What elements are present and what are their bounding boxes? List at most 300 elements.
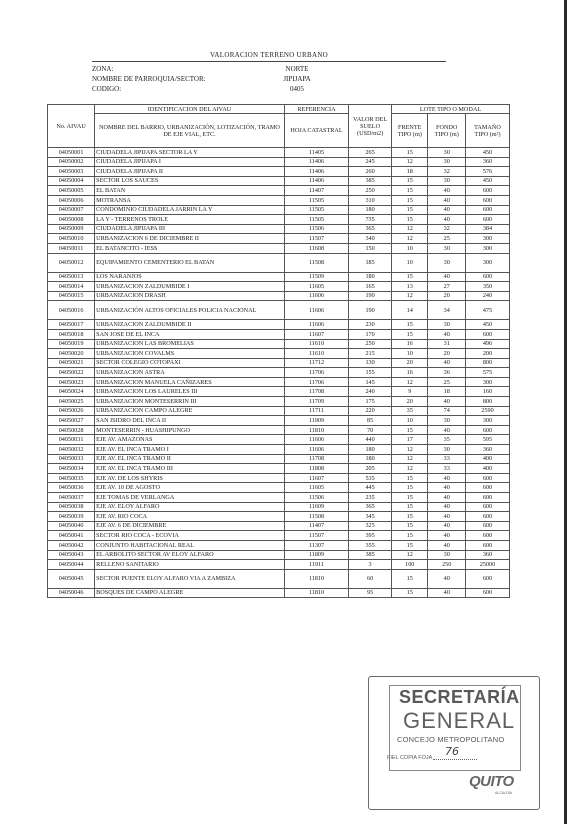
row-valor: 70 xyxy=(349,425,392,435)
table-row xyxy=(48,416,510,426)
codigo-row xyxy=(92,84,446,94)
row-hoja: 11711 xyxy=(284,406,348,416)
parroquia-value: JIPIJAPA xyxy=(283,75,311,83)
row-valor: 345 xyxy=(349,512,392,522)
row-tamano: 600 xyxy=(465,483,509,493)
row-hoja: 11505 xyxy=(284,205,348,215)
row-valor: 215 xyxy=(349,349,392,359)
row-valor: 365 xyxy=(349,502,392,512)
row-fondo: 30 xyxy=(428,253,466,272)
row-name: LOS NARANJOS xyxy=(95,272,285,282)
header-referencia: REFERENCIA xyxy=(284,105,348,114)
header-no-aivau: No. AIVAU xyxy=(48,105,95,148)
row-hoja: 11606 xyxy=(284,445,348,455)
row-name: EJE AV. EL INCA TRAMO III xyxy=(95,464,285,474)
row-frente: 12 xyxy=(392,224,428,234)
stamp-dotted-line xyxy=(433,759,477,760)
row-hoja: 11706 xyxy=(284,368,348,378)
row-fondo: 33 xyxy=(428,464,466,474)
row-fondo: 30 xyxy=(428,320,466,330)
row-valor: 265 xyxy=(349,148,392,158)
row-frente: 12 xyxy=(392,464,428,474)
row-valor: 440 xyxy=(349,435,392,445)
row-hoja: 11508 xyxy=(284,512,348,522)
row-name: URBANIZACION CAMPO ALEGRE xyxy=(95,406,285,416)
row-name: SECTOR LOS SAUCES xyxy=(95,176,285,186)
row-code: 04050013 xyxy=(48,272,95,282)
row-valor: 365 xyxy=(349,224,392,234)
row-valor: 340 xyxy=(349,234,392,244)
row-frente: 10 xyxy=(392,349,428,359)
row-hoja: 11606 xyxy=(284,320,348,330)
row-frente: 15 xyxy=(392,473,428,483)
row-hoja: 11911 xyxy=(284,560,348,570)
row-frente: 15 xyxy=(392,425,428,435)
row-code: 04050028 xyxy=(48,425,95,435)
table-row xyxy=(48,243,510,253)
row-fondo: 40 xyxy=(428,483,466,493)
row-code: 04050041 xyxy=(48,531,95,541)
row-frente: 12 xyxy=(392,445,428,455)
row-fondo: 20 xyxy=(428,291,466,301)
row-valor: 185 xyxy=(349,253,392,272)
row-valor: 205 xyxy=(349,464,392,474)
row-name: URBANIZACION 6 DE DICIEMBRE II xyxy=(95,234,285,244)
row-code: 04050004 xyxy=(48,176,95,186)
row-name: SAN JOSE DE EL INCA xyxy=(95,329,285,339)
row-frente: 15 xyxy=(392,588,428,598)
row-fondo: 35 xyxy=(428,435,466,445)
row-valor: 245 xyxy=(349,157,392,167)
row-fondo: 74 xyxy=(428,406,466,416)
parroquia-label: NOMBRE DE PARROQUIA/SECTOR: xyxy=(92,75,206,83)
table-row xyxy=(48,157,510,167)
row-hoja: 11505 xyxy=(284,215,348,225)
row-fondo: 40 xyxy=(428,588,466,598)
row-code: 04050037 xyxy=(48,493,95,503)
row-valor: 260 xyxy=(349,167,392,177)
row-code: 04050009 xyxy=(48,224,95,234)
row-code: 04050042 xyxy=(48,540,95,550)
row-frente: 20 xyxy=(392,358,428,368)
row-hoja: 11505 xyxy=(284,195,348,205)
row-hoja: 11606 xyxy=(284,301,348,320)
row-fondo: 40 xyxy=(428,531,466,541)
row-name: SECTOR COLEGIO COTOPAXI xyxy=(95,358,285,368)
row-name: EJE TOMAS DE VERLANGA xyxy=(95,493,285,503)
table-row xyxy=(48,521,510,531)
table-row xyxy=(48,464,510,474)
table-row xyxy=(48,387,510,397)
row-code: 04050021 xyxy=(48,358,95,368)
row-frente: 15 xyxy=(392,272,428,282)
row-code: 04050020 xyxy=(48,349,95,359)
row-name: URBANIZACION LAS BROMELIAS xyxy=(95,339,285,349)
row-frente: 15 xyxy=(392,512,428,522)
row-tamano: 800 xyxy=(465,358,509,368)
header-identificacion: IDENTIFICACION DEL AIVAU xyxy=(95,105,285,114)
row-valor: 130 xyxy=(349,358,392,368)
row-fondo: 25 xyxy=(428,377,466,387)
row-name: SECTOR PUENTE ELOY ALFARO VIA A ZAMBIZA xyxy=(95,569,285,588)
row-tamano: 600 xyxy=(465,502,509,512)
row-name: EJE AV. EL INCA TRAMO II xyxy=(95,454,285,464)
row-code: 04050026 xyxy=(48,406,95,416)
row-code: 04050022 xyxy=(48,368,95,378)
table-row xyxy=(48,148,510,158)
table-row xyxy=(48,483,510,493)
row-hoja: 11712 xyxy=(284,358,348,368)
table-row xyxy=(48,167,510,177)
row-tamano: 600 xyxy=(465,512,509,522)
row-frente: 10 xyxy=(392,253,428,272)
row-code: 04050035 xyxy=(48,473,95,483)
table-row xyxy=(48,512,510,522)
row-tamano: 496 xyxy=(465,339,509,349)
row-code: 04050010 xyxy=(48,234,95,244)
table-row xyxy=(48,397,510,407)
row-tamano: 600 xyxy=(465,272,509,282)
row-name: EJE AV. DE LOS SHYRIS xyxy=(95,473,285,483)
row-fondo: 40 xyxy=(428,195,466,205)
row-valor: 355 xyxy=(349,540,392,550)
parroquia-row xyxy=(92,74,446,84)
row-hoja: 11605 xyxy=(284,282,348,292)
row-frente: 15 xyxy=(392,483,428,493)
row-hoja: 11808 xyxy=(284,464,348,474)
row-tamano: 575 xyxy=(465,368,509,378)
row-name: CIUDADELA JIPIJAPA II xyxy=(95,167,285,177)
row-tamano: 360 xyxy=(465,157,509,167)
row-fondo: 31 xyxy=(428,339,466,349)
row-tamano: 600 xyxy=(465,531,509,541)
row-name: EJE AV. 10 DE AGOSTO xyxy=(95,483,285,493)
row-frente: 20 xyxy=(392,397,428,407)
row-valor: 175 xyxy=(349,397,392,407)
row-hoja: 11810 xyxy=(284,588,348,598)
row-frente: 12 xyxy=(392,454,428,464)
row-name: CONJUNTO HABITACIONAL REAL xyxy=(95,540,285,550)
row-frente: 15 xyxy=(392,329,428,339)
row-frente: 15 xyxy=(392,569,428,588)
row-name: EL BATAN xyxy=(95,186,285,196)
row-hoja: 11406 xyxy=(284,157,348,167)
row-tamano: 595 xyxy=(465,435,509,445)
row-tamano: 400 xyxy=(465,464,509,474)
row-frente: 15 xyxy=(392,521,428,531)
row-code: 04050016 xyxy=(48,301,95,320)
row-name: EJE AV. 6 DE DICIEMBRE xyxy=(95,521,285,531)
row-name: URBANIZACION COVALMS xyxy=(95,349,285,359)
table-row xyxy=(48,195,510,205)
row-code: 04050046 xyxy=(48,588,95,598)
stamp-fiel-copia: FIEL COPIA FOJA xyxy=(387,755,433,761)
official-stamp xyxy=(368,676,540,810)
row-tamano: 360 xyxy=(465,445,509,455)
row-hoja: 11605 xyxy=(284,483,348,493)
row-hoja: 11506 xyxy=(284,493,348,503)
row-fondo: 40 xyxy=(428,473,466,483)
row-code: 04050031 xyxy=(48,435,95,445)
table-row xyxy=(48,205,510,215)
row-hoja: 11507 xyxy=(284,531,348,541)
row-valor: 395 xyxy=(349,531,392,541)
row-hoja: 11810 xyxy=(284,569,348,588)
table-row xyxy=(48,560,510,570)
table-row xyxy=(48,215,510,225)
row-code: 04050027 xyxy=(48,416,95,426)
row-frente: 15 xyxy=(392,531,428,541)
table-row xyxy=(48,282,510,292)
header-hoja-catastral: HOJA CATASTRAL xyxy=(284,114,348,148)
row-tamano: 300 xyxy=(465,416,509,426)
row-valor: 310 xyxy=(349,195,392,205)
row-valor: 445 xyxy=(349,483,392,493)
row-frente: 15 xyxy=(392,195,428,205)
row-name: CIUDADELA JIPIJAPA SECTOR LA Y xyxy=(95,148,285,158)
row-valor: 385 xyxy=(349,176,392,186)
row-fondo: 40 xyxy=(428,502,466,512)
table-row xyxy=(48,550,510,560)
row-code: 04050015 xyxy=(48,291,95,301)
row-tamano: 350 xyxy=(465,282,509,292)
row-hoja: 11406 xyxy=(284,176,348,186)
header-divider xyxy=(92,61,446,62)
row-tamano: 475 xyxy=(465,301,509,320)
row-hoja: 11407 xyxy=(284,521,348,531)
row-hoja: 11508 xyxy=(284,253,348,272)
header-nombre-barrio: NOMBRE DEL BARRIO, URBANIZACIÓN, LOTIZACIÓN, TRAMO DE EJE VIAL, ETC. xyxy=(95,114,285,148)
table-row xyxy=(48,531,510,541)
row-frente: 16 xyxy=(392,339,428,349)
row-code: 04050001 xyxy=(48,148,95,158)
row-fondo: 40 xyxy=(428,512,466,522)
table-row xyxy=(48,176,510,186)
row-frente: 15 xyxy=(392,205,428,215)
table-row xyxy=(48,502,510,512)
row-tamano: 576 xyxy=(465,167,509,177)
row-fondo: 30 xyxy=(428,445,466,455)
row-name: EQUIPAMIENTO CEMENTERIO EL BATAN xyxy=(95,253,285,272)
row-name: EJE AV. ELOY ALFARO xyxy=(95,502,285,512)
row-tamano: 600 xyxy=(465,569,509,588)
row-frente: 15 xyxy=(392,540,428,550)
row-code: 04050039 xyxy=(48,512,95,522)
stamp-foja-number: 76 xyxy=(445,745,459,758)
row-frente: 35 xyxy=(392,406,428,416)
row-valor: 180 xyxy=(349,445,392,455)
row-frente: 12 xyxy=(392,291,428,301)
row-fondo: 40 xyxy=(428,425,466,435)
row-frente: 16 xyxy=(392,368,428,378)
codigo-label: CODIGO: xyxy=(92,85,122,93)
row-fondo: 30 xyxy=(428,176,466,186)
row-name: MOTRANSA xyxy=(95,195,285,205)
row-valor: 250 xyxy=(349,339,392,349)
row-valor: 95 xyxy=(349,588,392,598)
row-valor: 150 xyxy=(349,243,392,253)
row-code: 04050044 xyxy=(48,560,95,570)
table-row xyxy=(48,435,510,445)
row-name: LA Y - TERRENOS TROLE xyxy=(95,215,285,225)
table-row xyxy=(48,291,510,301)
row-name: EJE AV. EL INCA TRAMO I xyxy=(95,445,285,455)
table-row xyxy=(48,445,510,455)
table-row xyxy=(48,406,510,416)
row-code: 04050024 xyxy=(48,387,95,397)
row-tamano: 300 xyxy=(465,234,509,244)
row-frente: 14 xyxy=(392,301,428,320)
row-hoja: 11307 xyxy=(284,540,348,550)
row-name: CONDOMINIO CIUDADELA JARRIN LA Y xyxy=(95,205,285,215)
row-name: URBANIZACION DRASH xyxy=(95,291,285,301)
row-tamano: 600 xyxy=(465,521,509,531)
row-frente: 12 xyxy=(392,157,428,167)
table-row xyxy=(48,454,510,464)
row-valor: 235 xyxy=(349,493,392,503)
row-fondo: 32 xyxy=(428,167,466,177)
header-valor-suelo: VALOR DEL SUELO (USD/m2) xyxy=(349,105,392,148)
row-hoja: 11810 xyxy=(284,425,348,435)
row-frente: 12 xyxy=(392,377,428,387)
table-row xyxy=(48,368,510,378)
row-fondo: 40 xyxy=(428,569,466,588)
row-tamano: 200 xyxy=(465,349,509,359)
table-row xyxy=(48,320,510,330)
table-row xyxy=(48,301,510,320)
header-fondo-tipo: FONDO TIPO (m) xyxy=(428,114,466,148)
row-code: 04050032 xyxy=(48,445,95,455)
row-tamano: 300 xyxy=(465,243,509,253)
row-code: 04050008 xyxy=(48,215,95,225)
stamp-alcaldia: ALCALDÍA xyxy=(495,791,512,795)
row-fondo: 33 xyxy=(428,454,466,464)
row-fondo: 40 xyxy=(428,215,466,225)
row-fondo: 40 xyxy=(428,358,466,368)
row-tamano: 800 xyxy=(465,397,509,407)
row-name: EL BATANCITO - IESS xyxy=(95,243,285,253)
row-tamano: 450 xyxy=(465,148,509,158)
table-row xyxy=(48,349,510,359)
row-code: 04050011 xyxy=(48,243,95,253)
row-code: 04050034 xyxy=(48,464,95,474)
row-hoja: 11405 xyxy=(284,148,348,158)
row-frente: 100 xyxy=(392,560,428,570)
row-tamano: 600 xyxy=(465,425,509,435)
row-frente: 9 xyxy=(392,387,428,397)
row-valor: 735 xyxy=(349,215,392,225)
row-tamano: 600 xyxy=(465,588,509,598)
row-fondo: 36 xyxy=(428,368,466,378)
stamp-quito-logo: QUITO xyxy=(469,773,514,790)
row-valor: 145 xyxy=(349,377,392,387)
row-frente: 15 xyxy=(392,502,428,512)
row-frente: 15 xyxy=(392,493,428,503)
row-name: SECTOR RIO COCA - ECOVIA xyxy=(95,531,285,541)
row-tamano: 360 xyxy=(465,550,509,560)
row-valor: 180 xyxy=(349,205,392,215)
row-tamano: 450 xyxy=(465,176,509,186)
row-hoja: 11607 xyxy=(284,473,348,483)
row-frente: 12 xyxy=(392,234,428,244)
row-hoja: 11606 xyxy=(284,291,348,301)
zona-value: NORTE xyxy=(285,65,309,73)
row-valor: 535 xyxy=(349,473,392,483)
row-valor: 190 xyxy=(349,301,392,320)
row-valor: 180 xyxy=(349,454,392,464)
row-valor: 325 xyxy=(349,521,392,531)
row-tamano: 160 xyxy=(465,387,509,397)
row-tamano: 240 xyxy=(465,291,509,301)
row-hoja: 11708 xyxy=(284,387,348,397)
row-hoja: 11610 xyxy=(284,349,348,359)
row-fondo: 40 xyxy=(428,397,466,407)
table-row xyxy=(48,569,510,588)
row-name: URBANIZACION LOS LAURELES III xyxy=(95,387,285,397)
stamp-general: GENERAL xyxy=(403,708,516,733)
row-fondo: 40 xyxy=(428,186,466,196)
row-tamano: 384 xyxy=(465,224,509,234)
row-code: 04050025 xyxy=(48,397,95,407)
row-frente: 10 xyxy=(392,243,428,253)
row-fondo: 34 xyxy=(428,301,466,320)
row-fondo: 32 xyxy=(428,224,466,234)
row-fondo: 30 xyxy=(428,157,466,167)
row-valor: 155 xyxy=(349,368,392,378)
table-row xyxy=(48,358,510,368)
row-fondo: 40 xyxy=(428,329,466,339)
row-name: EJE AV. RIO COCA xyxy=(95,512,285,522)
table-row xyxy=(48,425,510,435)
row-name: BOSQUES DE CAMPO ALEGRE xyxy=(95,588,285,598)
row-frente: 15 xyxy=(392,148,428,158)
row-valor: 250 xyxy=(349,186,392,196)
row-frente: 10 xyxy=(392,416,428,426)
zona-row xyxy=(92,64,446,74)
row-code: 04050036 xyxy=(48,483,95,493)
row-fondo: 40 xyxy=(428,521,466,531)
table-row xyxy=(48,224,510,234)
row-valor: 180 xyxy=(349,272,392,282)
row-frente: 15 xyxy=(392,176,428,186)
row-name: MONTESERRIN - HUASHIPUNGO xyxy=(95,425,285,435)
row-fondo: 30 xyxy=(428,550,466,560)
row-code: 04050003 xyxy=(48,167,95,177)
row-valor: 60 xyxy=(349,569,392,588)
row-fondo: 27 xyxy=(428,282,466,292)
row-fondo: 20 xyxy=(428,349,466,359)
row-frente: 13 xyxy=(392,282,428,292)
row-code: 04050033 xyxy=(48,454,95,464)
row-tamano: 300 xyxy=(465,377,509,387)
row-hoja: 11506 xyxy=(284,224,348,234)
row-name: EJE AV. AMAZONAS xyxy=(95,435,285,445)
table-row xyxy=(48,588,510,598)
row-hoja: 11708 xyxy=(284,454,348,464)
row-valor: 170 xyxy=(349,329,392,339)
row-name: URBANIZACIÓN ALTOS OFICIALES POLICIA NACIONAL xyxy=(95,301,285,320)
row-frente: 15 xyxy=(392,215,428,225)
row-hoja: 11507 xyxy=(284,234,348,244)
stamp-concejo: CONCEJO METROPOLITANO xyxy=(397,735,505,744)
row-name: URBANIZACION MANUELA CAÑIZARES xyxy=(95,377,285,387)
row-valor: 190 xyxy=(349,291,392,301)
row-tamano: 450 xyxy=(465,320,509,330)
row-hoja: 11709 xyxy=(284,397,348,407)
table-row xyxy=(48,493,510,503)
table-row xyxy=(48,540,510,550)
table-row xyxy=(48,234,510,244)
